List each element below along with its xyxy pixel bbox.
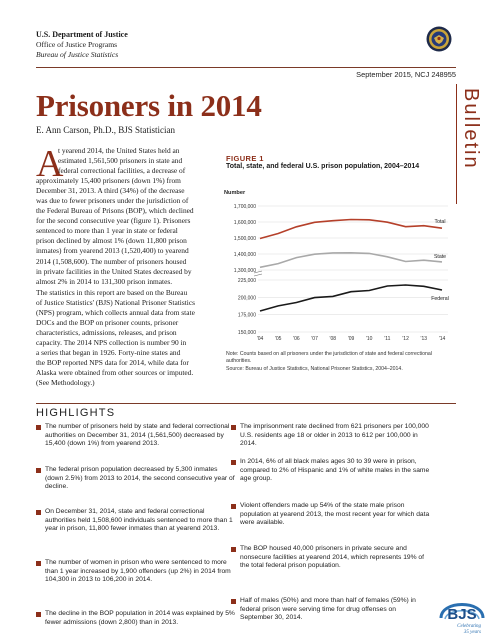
highlight-item — [240, 502, 430, 528]
series-label-federal: Federal — [431, 295, 449, 302]
figure-source: Source: Bureau of Justice Statistics, National Prisoner Statistics, 2004–2014. — [226, 366, 403, 372]
intro-line: almost 2% in 2014 to 131,300 prison inmates. — [36, 276, 173, 286]
intro-line: approximately 15,400 prisoners (down 1%) from — [36, 176, 181, 186]
highlights-rule — [36, 403, 456, 404]
intro-line: prison declined by almost 1% (down 11,800 prison — [36, 236, 187, 246]
x-tick-label: '13 — [420, 336, 428, 342]
methods-line: characteristics, admissions, releases, and prison — [36, 328, 177, 338]
methods-line: (See Methodology.) — [36, 378, 95, 388]
highlight-item — [240, 458, 430, 484]
author-text: E. Ann Carson, Ph.D., BJS Statistician — [36, 125, 176, 135]
x-tick-label: '04 — [256, 336, 264, 342]
y-tick-label: 175,000 — [237, 312, 256, 319]
x-tick-label: '09 — [347, 336, 355, 342]
bullet-square-icon — [231, 547, 236, 552]
methods-line: Alaska were obtained from other sources or imputed. — [36, 368, 194, 378]
x-tick-label: '11 — [384, 336, 391, 342]
bulletin-side-label — [456, 84, 484, 204]
highlight-text: The number of prisoners held by state and federal correctional authorities on December 31, 2014 (1,561,500) decreased by 15,400 (down 1%) from yearend 2013. — [45, 423, 230, 448]
bullet-square-icon — [231, 504, 236, 509]
x-tick-label: '07 — [311, 336, 318, 342]
highlight-item — [240, 597, 430, 623]
bjs-tagline-line2: 35 years — [463, 630, 481, 634]
series-line-state — [260, 253, 442, 267]
bullet-square-icon — [231, 425, 236, 430]
highlight-item — [45, 466, 235, 492]
report-title: Prisoners in 2014 — [36, 88, 262, 123]
office-name: Office of Justice Programs — [36, 40, 118, 49]
intro-line: inmates) from yearend 2013 (1,520,400) to yearend — [36, 246, 189, 256]
intro-paragraph — [36, 143, 224, 287]
intro-line: t yearend 2014, the United States held an — [58, 146, 180, 155]
methods-line: the BOP reported NPS data for 2014, while data for — [36, 358, 189, 368]
bullet-square-icon — [36, 561, 41, 566]
agency-name: U.S. Department of Justice — [36, 30, 128, 39]
bullet-square-icon — [231, 460, 236, 465]
highlight-text: Violent offenders made up 54% of the state male prison population at yearend 2013, the most recent year for which data were available. — [240, 502, 430, 527]
bjs-anniversary-logo — [437, 588, 487, 634]
highlight-text: The federal prison population decreased by 5,300 inmates (down 2.5%) from 2013 to 2014, the second consecutive year of decline. — [45, 466, 235, 491]
highlight-text: The imprisonment rate declined from 621 prisoners per 100,000 U.S. residents age 18 or older in 2013 to 612 per 100,000 in 2014. — [240, 423, 429, 448]
intro-line: for the second consecutive year (figure 1). Prisoners — [36, 216, 191, 226]
methods-paragraph — [36, 288, 224, 388]
series-label-state: State — [433, 253, 447, 260]
highlight-text: The decline in the BOP population in 2014 was explained by 5% fewer admissions (down 2,800) than in 2013. — [45, 610, 235, 626]
highlight-item — [45, 508, 235, 534]
highlight-item — [45, 559, 235, 585]
methods-line: of Justice Statistics' (BJS) National Prisoner Statistics — [36, 298, 195, 308]
intro-line: was due to fewer prisoners under the jurisdiction of — [36, 196, 189, 206]
highlight-item — [240, 423, 430, 449]
methods-line: DOCs and the BOP on prisoner counts, prisoner — [36, 318, 179, 328]
highlight-text: In 2014, 6% of all black males ages 30 to 39 were in prison, compared to 2% of Hispanic and 1% of white males in the same age group. — [240, 458, 430, 483]
bullet-square-icon — [36, 510, 41, 515]
x-tick-label: '08 — [329, 336, 337, 342]
highlight-text: The BOP housed 40,000 prisoners in private secure and nonsecure facilities at yearend 2014, which represents 19% of the total federal prison population. — [240, 545, 425, 570]
x-tick-label: '05 — [274, 336, 282, 342]
methods-line: capacity. The 2014 NPS collection is number 90 in — [36, 338, 187, 348]
intro-line: estimated 1,561,500 prisoners in state and — [58, 156, 183, 166]
highlights-heading: HIGHLIGHTS — [36, 407, 116, 419]
series-label-total: Total — [434, 219, 446, 226]
highlight-item — [240, 545, 430, 571]
highlight-item — [45, 610, 235, 627]
x-tick-label: '14 — [438, 336, 446, 342]
y-tick-label: 1,600,000 — [233, 220, 256, 226]
intro-line: in private facilities in the United States decreased by — [36, 266, 192, 276]
bullet-square-icon — [36, 612, 41, 617]
bullet-square-icon — [36, 468, 41, 473]
y-tick-label: 1,700,000 — [233, 204, 256, 210]
figure-note: Note: Counts based on all prisoners under the jurisdiction of state and federal correctional authorities. — [226, 351, 432, 364]
highlight-text: The number of women in prison who were sentenced to more than 1 year increased by 1,900 offenders (up 2%) in 2014 from 104,300 in 2013 to 106,200 in 2014. — [45, 559, 231, 584]
series-line-federal — [260, 285, 442, 311]
bullet-square-icon — [231, 599, 236, 604]
publication-date: September 2015, NCJ 248955 — [356, 70, 456, 79]
doj-seal-icon — [426, 26, 452, 52]
bullet-square-icon — [36, 425, 41, 430]
author-line — [36, 125, 175, 135]
y-tick-label: 1,500,000 — [233, 236, 256, 242]
intro-line: the Federal Bureau of Prisons (BOP), which declined — [36, 206, 194, 216]
y-tick-label: 225,000 — [237, 278, 256, 284]
bjs-tagline-line1: Celebrating — [457, 624, 481, 629]
intro-line: federal correctional facilities, a decrease of — [58, 166, 186, 176]
intro-line: 2014 (1,508,600). The number of prisoners housed — [36, 256, 187, 266]
x-tick-label: '10 — [365, 336, 373, 342]
methods-line: (NPS) program, which collects annual data from state — [36, 308, 195, 318]
bulletin-label: Bulletin — [460, 88, 482, 170]
x-tick-label: '12 — [402, 336, 409, 342]
drop-cap: A — [36, 143, 64, 185]
y-tick-label: 1,400,000 — [233, 252, 256, 258]
x-tick-label: '06 — [293, 336, 300, 342]
axis-break-mark — [254, 274, 262, 276]
bjs-logo-text: BJS — [447, 606, 477, 623]
header-rule — [36, 67, 456, 68]
highlight-item — [45, 423, 235, 449]
y-axis-label: Number — [224, 190, 246, 196]
figure-title: Total, state, and federal U.S. prison population, 2004–2014 — [226, 163, 420, 170]
y-tick-label: 150,000 — [237, 330, 256, 336]
methods-line: a series that began in 1926. Forty-nine states and — [36, 348, 181, 358]
prison-population-chart — [222, 180, 460, 342]
y-tick-label: 200,000 — [237, 295, 256, 302]
methods-line: The statistics in this report are based on the Bureau — [36, 288, 188, 297]
series-line-total — [260, 220, 442, 239]
figure-label: FIGURE 1 — [226, 154, 264, 163]
intro-line: sentenced to more than 1 year in state or federal — [36, 226, 178, 236]
highlight-text: On December 31, 2014, state and federal correctional authorities held 1,508,600 individuals sentenced to more than 1 year in prison, 11,800 fewer inmates than at yearend 2013. — [45, 508, 233, 533]
highlight-text: Half of males (50%) and more than half of females (59%) in federal prison were serving time for drug offenses on September 30, 2014. — [240, 597, 416, 622]
bureau-name: Bureau of Justice Statistics — [36, 50, 119, 59]
intro-line: December 31, 2013. A third (34%) of the decrease — [36, 186, 185, 196]
y-tick-label: 1,300,000 — [233, 268, 256, 274]
